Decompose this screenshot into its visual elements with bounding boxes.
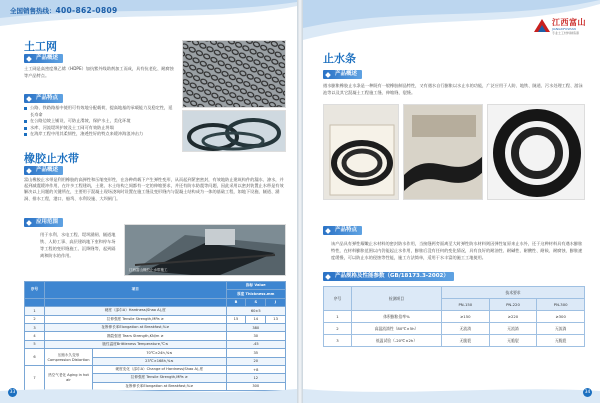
table-row: 2 高温流淌性（80℃×5h） 无流淌 无流淌 无流淌: [324, 323, 585, 335]
table-header: 指标 Value: [226, 282, 285, 290]
footer-swoosh: [303, 383, 600, 403]
photo-caption: 江西富山橡胶止水带施工: [129, 268, 168, 272]
list-item: 在公路边坡上铺设，可防止滑坡，保护水土，美化环境: [24, 118, 174, 125]
hotline-label: 全国销售热线：: [10, 7, 56, 15]
belt-spec-table: [24, 281, 286, 391]
brand-sub: 专业土工材料制造商: [552, 31, 580, 35]
table-header: PN-220: [489, 299, 537, 311]
footer-swoosh: [0, 383, 297, 403]
bar-overview-text: 遇水膨胀橡胶止水条是一种既有一般橡胶制品特性，又有遇水自行膨胀以水止水的功能，广泛应用于人防、地铁、隧道、污水处理工程、游泳池等以及其它混凝土工程施工缝、伸缩缝、裂缝。: [323, 83, 583, 95]
sales-hotline: [10, 6, 118, 15]
table-row: 1 体积膨胀倍率% ≥150 ≥220 ≥300: [324, 311, 585, 323]
table-row: 2 拉伸强度 Tensile Strength,MPa ≥ 15 14 13: [25, 315, 286, 323]
brand-en: JIANGXIFUSHAN: [552, 27, 576, 31]
brand-name: 江西富山: [552, 18, 586, 27]
bar-photo-2: [403, 104, 483, 200]
geonet-features-list: [24, 105, 174, 138]
table-header: B: [226, 298, 246, 306]
belt-application-text: 用于水利、水电工程、堤坝涵闸、隧道地铁、人防工事、高层建筑地下室和停车场等工程的变形缝施工、沉降缝等，起到隔离和防水的作用。: [40, 232, 116, 258]
waterstop-belt-title: 橡胶止水带: [24, 152, 79, 165]
geonet-title: 土工网: [24, 40, 57, 53]
table-header: 序号: [25, 282, 45, 299]
table-row: 6 压缩永久变形 Compression Distortion 70℃×24h,%≤ 35: [25, 349, 286, 357]
table-row: 7 热空气老化 Aging in hot air 硬度变化（邵尔A）Change of Hardness(Shao A),度 +8: [25, 365, 286, 373]
belt-application-tag: 应用范围: [24, 218, 63, 227]
bar-photo-1: [323, 104, 399, 200]
table-row: 23℃×168h,%≤ 20: [25, 357, 286, 365]
geonet-overview-tag: 产品概述: [24, 54, 63, 63]
table-header: PN-300: [537, 299, 585, 311]
bar-photo-3: [487, 104, 585, 200]
right-page: [303, 0, 600, 403]
bar-overview-tag: 产品概述: [323, 70, 362, 79]
table-row: 3 扯断伸长率Elongation at Breakfast,%≥ 380: [25, 323, 286, 331]
table-header: 厚度 Thickness.mm: [226, 290, 285, 298]
table-header: 技术要求: [442, 287, 585, 299]
table-row: 拉伸强度 Tensile Strength,MPa ≥ 12: [25, 374, 286, 382]
page-number: 34: [584, 390, 591, 395]
table-row: 3 低温试验（-20℃×2h） 无脆裂 无脆裂 无脆裂: [324, 335, 585, 347]
company-logo: [532, 16, 594, 42]
table-header: 项目: [45, 282, 227, 299]
geonet-features-tag: 产品特点: [24, 94, 63, 103]
spec-tag: 产品规格及性能参数（GB/18173.3-2002）: [323, 272, 454, 281]
list-item: 在海岸工程中用其柔韧性，渗透性好的特点来缓冲海浪冲击力: [24, 131, 174, 138]
bar-spec-table: [323, 286, 585, 347]
geonet-overview-text: 土工网是高密度聚乙烯（HDPE）加抗紫外线助剂加工而成，具有抗老化、耐腐蚀等产品特点。: [24, 66, 174, 78]
table-header: PN-150: [442, 299, 490, 311]
table-row: 5 脆性温度Brittleness Temperature,℃≤ -45: [25, 340, 286, 348]
belt-overview-tag: 产品概述: [24, 166, 63, 175]
table-row: 1 硬度（邵尔A）Hardness(Shao A),度 60±5: [25, 307, 286, 315]
water-bar-title: 止水条: [323, 52, 356, 65]
bar-features-text: 该产品具有弹性耀嫩止水材料的密封防水作用，当接缝两旁面离至大时弹性防水材料则因弹性复原来止水外，还于这种材料具有遇水膨胀特性，在材料膨胀范围以内仍能起止水作用，膨胀后没有任何的变化情况，具有良好的耐油性、耐碱性、耐酸性、耐候、耐腐蚀、膨胀速度缓慢，可以防止水的侵蚀等性能，施工方法简单，适用于水丰富的施工工地使用。: [331, 241, 583, 260]
list-item: 水库、河流堤坝护坡及土工网可有效防止坍塌: [24, 125, 174, 132]
page-number: 33: [9, 390, 16, 395]
belt-overview-text: 富山橡胶止水带是利用橡胶的高弹性和压缩变形性，在各种荷载下产生弹性变形，从而起到紧密密封，有效地防止建筑构件的漏水、渗水，并起到减震缓冲作用，在许多工程建筑，土建、水土结构之间都有一定的伸缩要求，并还有防水防震等问题，因此采用以密封装置止水带是有效解决以上问题的关键所在，主要用于混凝土现场浇筑时设置在施工缝及变形缝内与混凝土结构成为一体的基础工程，如地下设施、隧道、涵洞、排水工程，港口、船坞、水利设施、大坝闸门。: [24, 177, 284, 201]
geonet-photo-2: [182, 110, 286, 152]
belt-installation-photo: [124, 224, 286, 276]
bar-features-tag: 产品特点: [323, 226, 362, 235]
table-row: 4 撕裂强度 Tears Strength,KN/m ≥ 30: [25, 332, 286, 340]
logo-icon: [532, 16, 552, 36]
list-item: 公路、铁路路基中使用可有效地分配载荷，提高地基的承载能力及稳定性，延长寿命: [24, 105, 174, 118]
geonet-photo-1: [182, 40, 286, 108]
table-row: 扯断伸长率Elongation at Breakfast,%≥ 300: [25, 382, 286, 390]
table-header: 序号: [324, 287, 352, 311]
left-page: [0, 0, 297, 403]
hotline-number: 400-862-0809: [55, 6, 118, 15]
table-header: 检测项目: [352, 287, 442, 311]
table-header: S: [246, 298, 266, 306]
table-header: J: [266, 298, 286, 306]
